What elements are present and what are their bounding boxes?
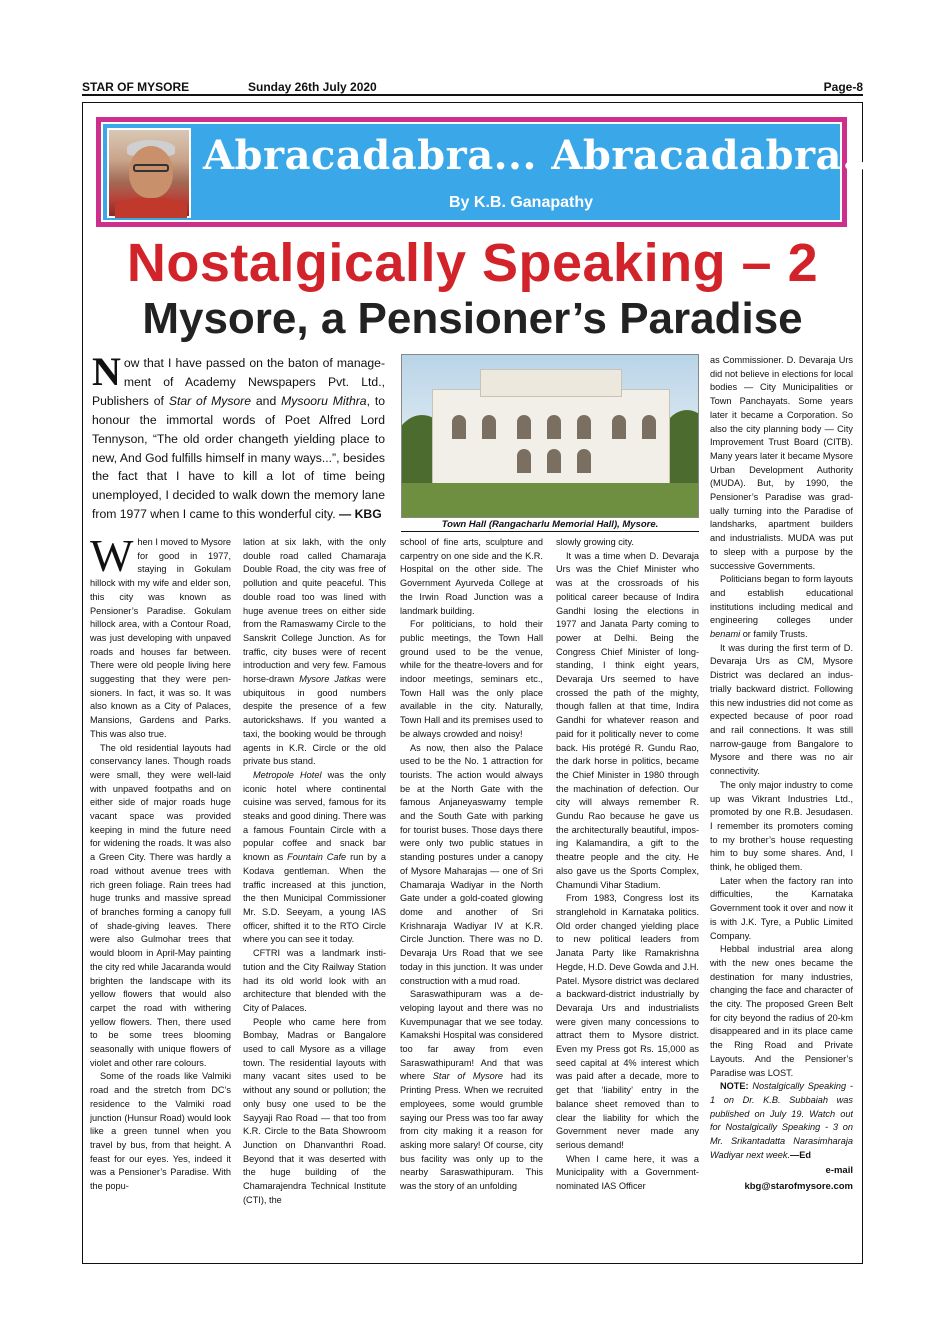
column-title: Abracadabra... Abracadabra...: [203, 132, 886, 179]
town-hall-photo: [401, 354, 699, 518]
column-byline: By K.B. Ganapathy: [448, 194, 594, 211]
article-column-3: school of fine arts, sculpture and carpentry on one side and the K.R. Hospital on the other side. The Government Ayurveda College at the Irwin Road Junction was a landmark building. For politicians, to hold their public meetings, the Town Hall ground used to be the venue, while for the theatre-lovers and for indoor meetings, seminars etc., Town Hall was the only place available in the city. Naturally, Town Hall and its premises used to be always crowded and noisy! As now, then also the Palace used to be the No. 1 attraction for tourists. The action would always be at the North Gate with the famous Anjaneyaswamy temple and the South Gate with parking for tourist buses. Those days there were only two public statues in standing postures under a canopy of Mysore Maharajas — one of Sri Chamaraja Wadiyar in the North Gate under a gold-coated glowing dome and another of Sri Krishnaraja Wadiyar IV at K.R. Circle Junction. There was no D. Devaraja Urs Road that we see today in this junction. It was under construction with a mud road. Saraswathipuram was a developing layout and there was no Kuvempunagar that we see today. Kamakshi Hospital was considered too far away from even Saraswathipuram! And that was where Star of Mysore had its Printing Press. When we recruited employees, some would grumble saying our Press was too far away from city making it a reason for asking more salary! Of course, city bus facility was only up to the nearby Saraswathipuram. This was the story of an unfolding: [400, 537, 543, 1192]
article-intro: Now that I have passed on the baton of management of Academy Newspapers Pvt. Ltd., Publishers of Star of Mysore and Mysooru Mithra, to honour the immortal words of Poet Alfred Lord Tennyson, “The old order changeth yielding place to new, And God fulfills himself in many ways...”, besides the fact that I have to kill a lot of time being unemployed, I decided to walk down the memory lane from 1977 when I came to this wonderful city. — KBG: [92, 349, 385, 522]
article-headline: Nostalgically Speaking – 2: [126, 233, 819, 293]
author-photo: [107, 128, 191, 218]
intro-signature: — KBG: [339, 507, 382, 522]
article-column-5: as Commissioner. D. Devaraja Urs did not believe in elections for local bodies — City Municipalities or Town Panchayats. Some years later it became a Corporation. So also the city planning body — City Improvement Trust Board (CITB). Many years later it became Mysore Urban Development Authority (MUDA). But, by 1990, the Pensioner’s Paradise was gradually turning into the Paradise of landsharks, apartment builders and industrialists. MUDA was put to sleep with a purpose by the successive Governments. Politicians began to form layouts and establish educational institutions including medical and engineering colleges under benami or family Trusts. It was during the first term of D. Devaraja Urs as CM, Mysore District was declared an industrially backward district. Following this new industries did not come as expected because of poor road and rail connections. It was still narrow-gauge from Bangalore to Mysore and there was no air connectivity. The only major industry to come up was Vikrant Industries Ltd., promoted by one R.B. Jesudasen. I remember its promoters coming to my brother’s house requesting him to buy some shares. And, I think, he obliged them. Later when the factory ran into difficulties, the Karnataka Government took it over and now it is with J.K. Tyre, a Public Limited Company. Hebbal industrial area along with the new ones became the destination for many industries, changing the face and character of the city. The proposed Green Belt for city beyond the radius of 20-km disappeared and in its place came the Ring Road and Private Layouts. And the Pensioner’s Paradise was LOST. NOTE: Nostalgically Speaking - 1 on Dr. K.B. Subbaiah was published on July 19. Watch out for Nostalgically Speaking - 3 on Mr. Srikantadatta Narasimharaja Wadiyar next week.—Ed e-mail kbg@starofmysore.com: [710, 355, 853, 1193]
email-label: e-mail: [825, 1165, 853, 1177]
page-header: [82, 80, 863, 96]
author-email-link[interactable]: kbg@starofmysore.com: [744, 1181, 853, 1193]
article-column-4: slowly growing city. It was a time when D. Devaraja Urs was the Chief Minister who was at the crossroads of his political career because of Indira Gandhi losing the elections in 1977 and Janata Party coming to power at Delhi. Being the Congress Chief Minister of long-standing, I think eight years, Devaraja Urs seemed to have crossed the path of the mighty, though fallen at that time, Indira Gandhi for whatever reason and paid for it politically never to come back. His protégé R. Gundu Rao, the dark horse in politics, became the Chief Minister in 1980 through the machination of defection. Our city will always remember R. Gundu Rao because he gave us the architecturally beautiful, imposing Kalamandira, a gift to the theatre people and the city. He also gave us the Sports Complex, Chamundi Vihar Stadium. From 1983, Congress lost its stranglehold in Karnataka politics. Old order changed yielding place to new political leaders from Janata Party like Ramakrishna Hegde, H.D. Deve Gowda and J.H. Patel. Mysore district was declared a backward-district industrially by Devaraja Urs and industrialists were given many concessions to attract them to Mysore district. Even my Press got Rs. 15,000 as seed capital at 4% interest which was paid after a decade, more to get that ‘liability’ entry in the balance sheet removed than to clear the liability for which the Government never made any serious demand! When I came here, it was a Municipality with a Government-nominated IAS Officer: [556, 537, 699, 1192]
column-dropcap: W: [90, 536, 134, 581]
article-subheadline: Mysore, a Pensioner’s Paradise: [142, 294, 803, 343]
intro-dropcap: N: [92, 349, 121, 394]
article-column-1: When I moved to Mysore for good in 1977, staying in Gokulam hillock with my wife and elder son, this city was known as Pensioner’s Paradise. Gokulam hillock area, with a Contour Road, was just developing with unpaved roads and houses far between. There were old people living here suggesting that they were pensioners. In fact, it was so. It was also known as a City of Palaces, Mansions, Gardens and Parks. This was also true. The old residential layouts had conservancy lanes. Though roads were small, they were well-laid with unpaved footpaths and on either side of major roads huge vacant space was provided keeping in mind the future need for widening the roads. It was also a Green City. There was hardly a road without avenue trees with rich green foliage. Rain trees had huge trunks and massive spread of branches forming a canopy full of shade-giving leaves. There were also Gulmohar trees that would bloom in April-May painting the city red while Jacaranda would brighten the landscape with its yellow flowers that would also carpet the road with withering yellow flowers. Then, there used to be some trees blooming seasonally with unique flowers of violet and other rare colours. Some of the roads like Valmiki road and the stretch from DC’s residence to the Valmiki road junction (Hunsur Road) would look like a green tunnel when you travel by bus, from that height. A feast for our eyes. Yes, indeed it was a Pensioner’s Paradise. With the popu-: [90, 536, 231, 1192]
photo-caption: Town Hall (Rangacharlu Memorial Hall), Mysore.: [441, 519, 659, 530]
editor-note: NOTE: Nostalgically Speaking - 1 on Dr. K.B. Subbaiah was published on July 19. Watch out for Nostalgically Speaking - 3 on Mr. Srikantadatta Narasimharaja Wadiyar next week.—Ed: [710, 1081, 853, 1160]
masthead-name: STAR OF MYSORE: [82, 80, 190, 94]
article-column-2: lation at six lakh, with the only double road called Chamaraja Double Road, the city was free of pollution and quite peaceful. This double road too was lined with huge avenue trees on either side from the Ramaswamy Circle to the Sanskrit College Junction. As for traffic, city buses were of recent introduction and very few. Famous horse-drawn Mysore Jatkas were ubiquitous in good numbers despite the presence of a few autorickshaws. If you wanted a taxi, the booking would be through agents in K.R. Circle or the old private bus stand. Metropole Hotel was the only iconic hotel where continental cuisine was served, famous for its steaks and good dining. There was a famous Fountain Circle with a popular coffee and snack bar known as Fountain Cafe run by a Kodava gentleman. When the traffic increased at this junction, the then Municipal Commissioner Mr. S.D. Seeyam, a young IAS officer, shifted it to the RTO Circle where you can see it today. CFTRI was a landmark institution and the City Railway Station had its old world look with an architecture that blended with the City of Palaces. People who came here from Bombay, Madras or Bangalore used to call Mysore as a village town. The residential layouts with many vacant sites used to be without any sound or pollution; the only busy one used to be the Sayyaji Rao Road — that too from K.R. Circle to the Bata Showroom Junction on Dhanvanthri Road. Beyond that it was deserted with the huge building of the Chamarajendra Technical Institute (CTI), the: [243, 537, 386, 1205]
column-banner: [96, 117, 886, 227]
issue-date: Sunday 26th July 2020: [248, 80, 377, 94]
page-number: Page-8: [823, 80, 863, 94]
